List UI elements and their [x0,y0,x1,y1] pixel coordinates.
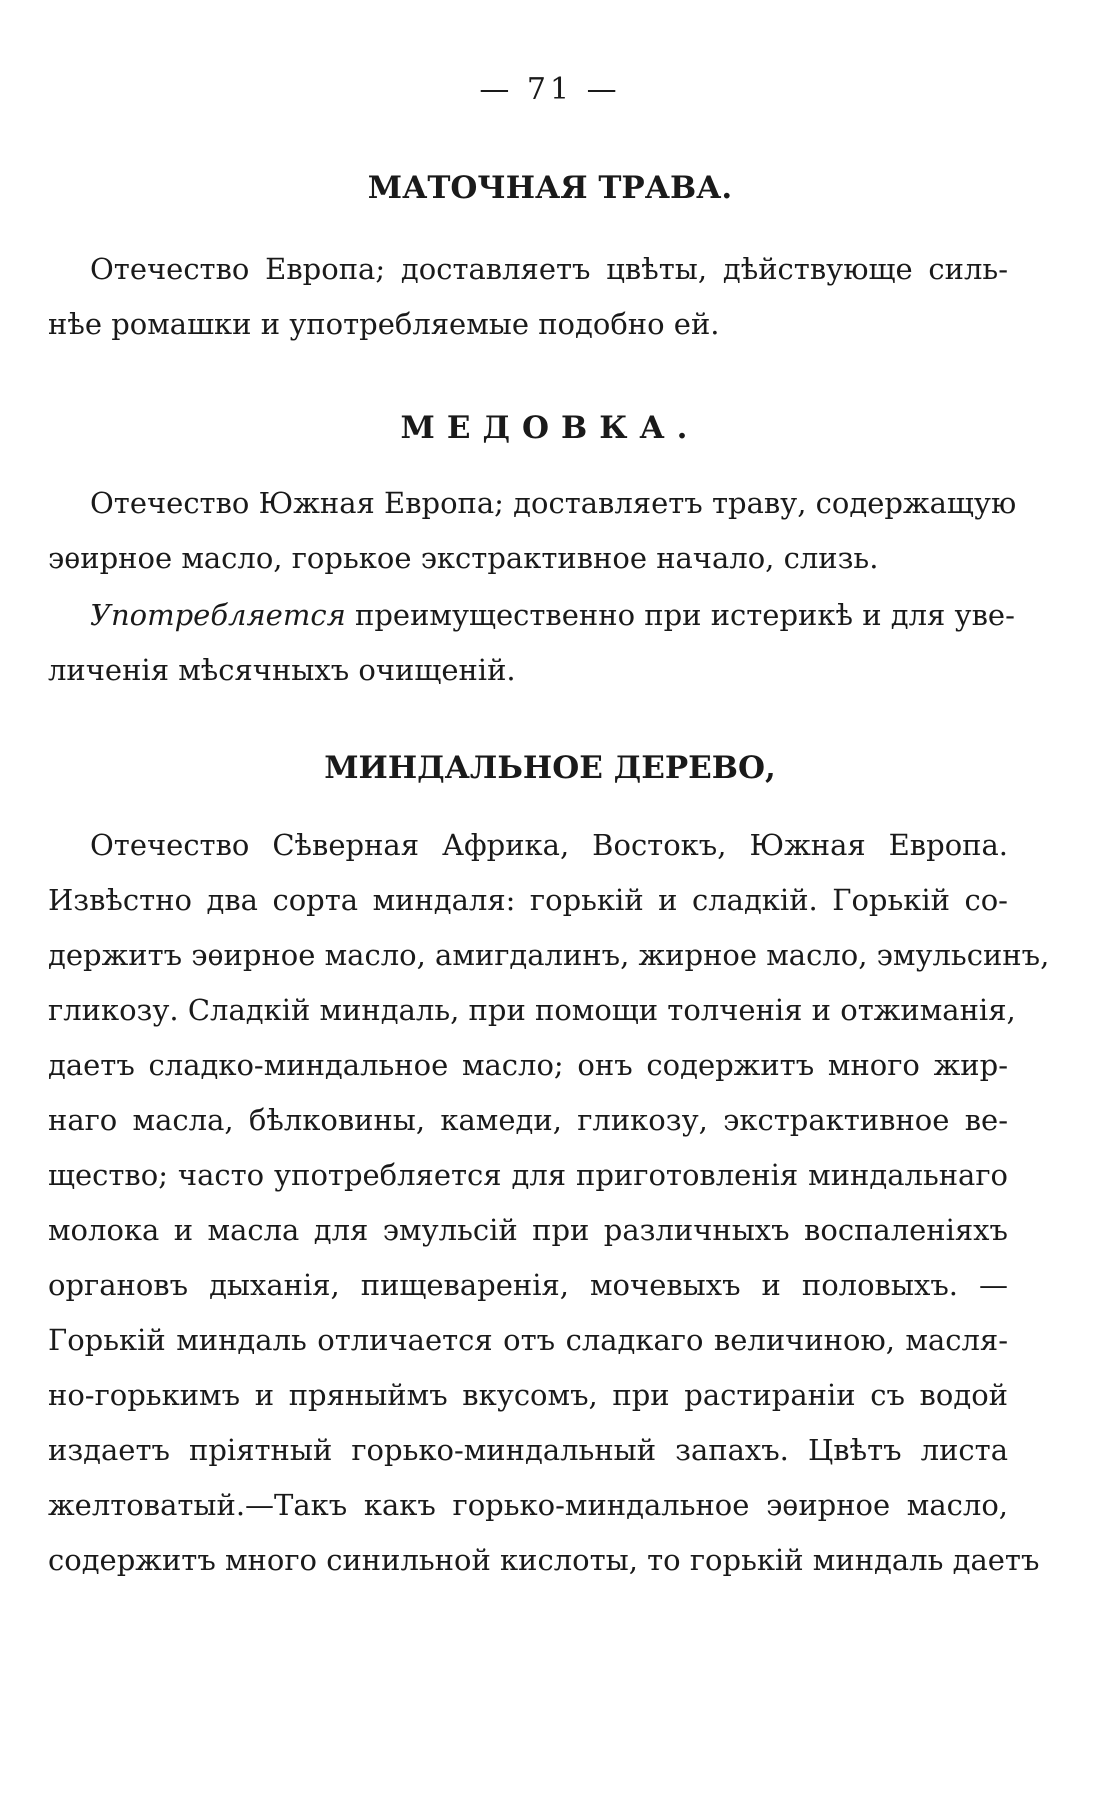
paragraph-line: эѳирное масло, горькое экстрактивное начало, слизь. [48,541,879,575]
paragraph-line [48,588,1015,643]
section-heading-medovka: МЕДОВКА. [400,410,700,446]
paragraph-line: Отечество Европа; доставляетъ цвѣты, дѣйствующе силь- [90,252,1008,286]
page-number: — 71 — [479,72,621,107]
paragraph-line: содержитъ много синильной кислоты, то горькій миндаль даетъ [48,1543,1040,1577]
paragraph-line: личенія мѣсячныхъ очищеній. [48,653,516,687]
section-heading-matochnaya-trava: МАТОЧНАЯ ТРАВА. [367,170,733,206]
emphasis-lead: Употребляется [90,598,346,632]
section-heading-mindalnoe-derevo: МИНДАЛЬНОЕ ДЕРЕВО, [324,750,776,786]
paragraph-line: Извѣстно два сорта миндаля: горькій и сладкій. Горькій со- [48,883,1008,917]
paragraph-line: но-горькимъ и пряныймъ вкусомъ, при растираніи съ водой [48,1378,1008,1412]
section-paragraph [48,242,1008,352]
paragraph-line: Отечество Сѣверная Африка, Востокъ, Южная Европа. [90,828,1008,862]
section-paragraph [48,818,1050,1588]
paragraph-line: наго масла, бѣлковины, камеди, гликозу, экстрактивное ве- [48,1103,1008,1137]
paragraph-line: желтоватый.—Такъ какъ горько-миндальное эѳирное масло, [48,1488,1008,1522]
section-paragraph [48,588,1015,698]
paragraph-line: держитъ эѳирное масло, амигдалинъ, жирное масло, эмульсинъ, [48,938,1050,972]
paragraph-line: Горькій миндаль отличается отъ сладкаго величиною, масля- [48,1323,1008,1357]
paragraph-line: молока и масла для эмульсій при различныхъ воспаленіяхъ [48,1213,1008,1247]
paragraph-line: Отечество Южная Европа; доставляетъ траву, содержащую [90,486,1017,520]
paragraph-line: щество; часто употребляется для приготовленія миндальнаго [48,1158,1008,1192]
section-paragraph [48,476,1017,586]
paragraph-line: органовъ дыханія, пищеваренія, мочевыхъ и половыхъ. — [48,1268,1008,1302]
paragraph-line: нѣе ромашки и употребляемые подобно ей. [48,307,720,341]
paragraph-line: издаетъ пріятный горько-миндальный запахъ. Цвѣтъ листа [48,1433,1008,1467]
paragraph-line-rest: преимущественно при истерикѣ и для уве- [345,598,1015,632]
paragraph-line: даетъ сладко-миндальное масло; онъ содержитъ много жир- [48,1048,1008,1082]
paragraph-line: гликозу. Сладкій миндаль, при помощи толченія и отжиманія, [48,993,1016,1027]
